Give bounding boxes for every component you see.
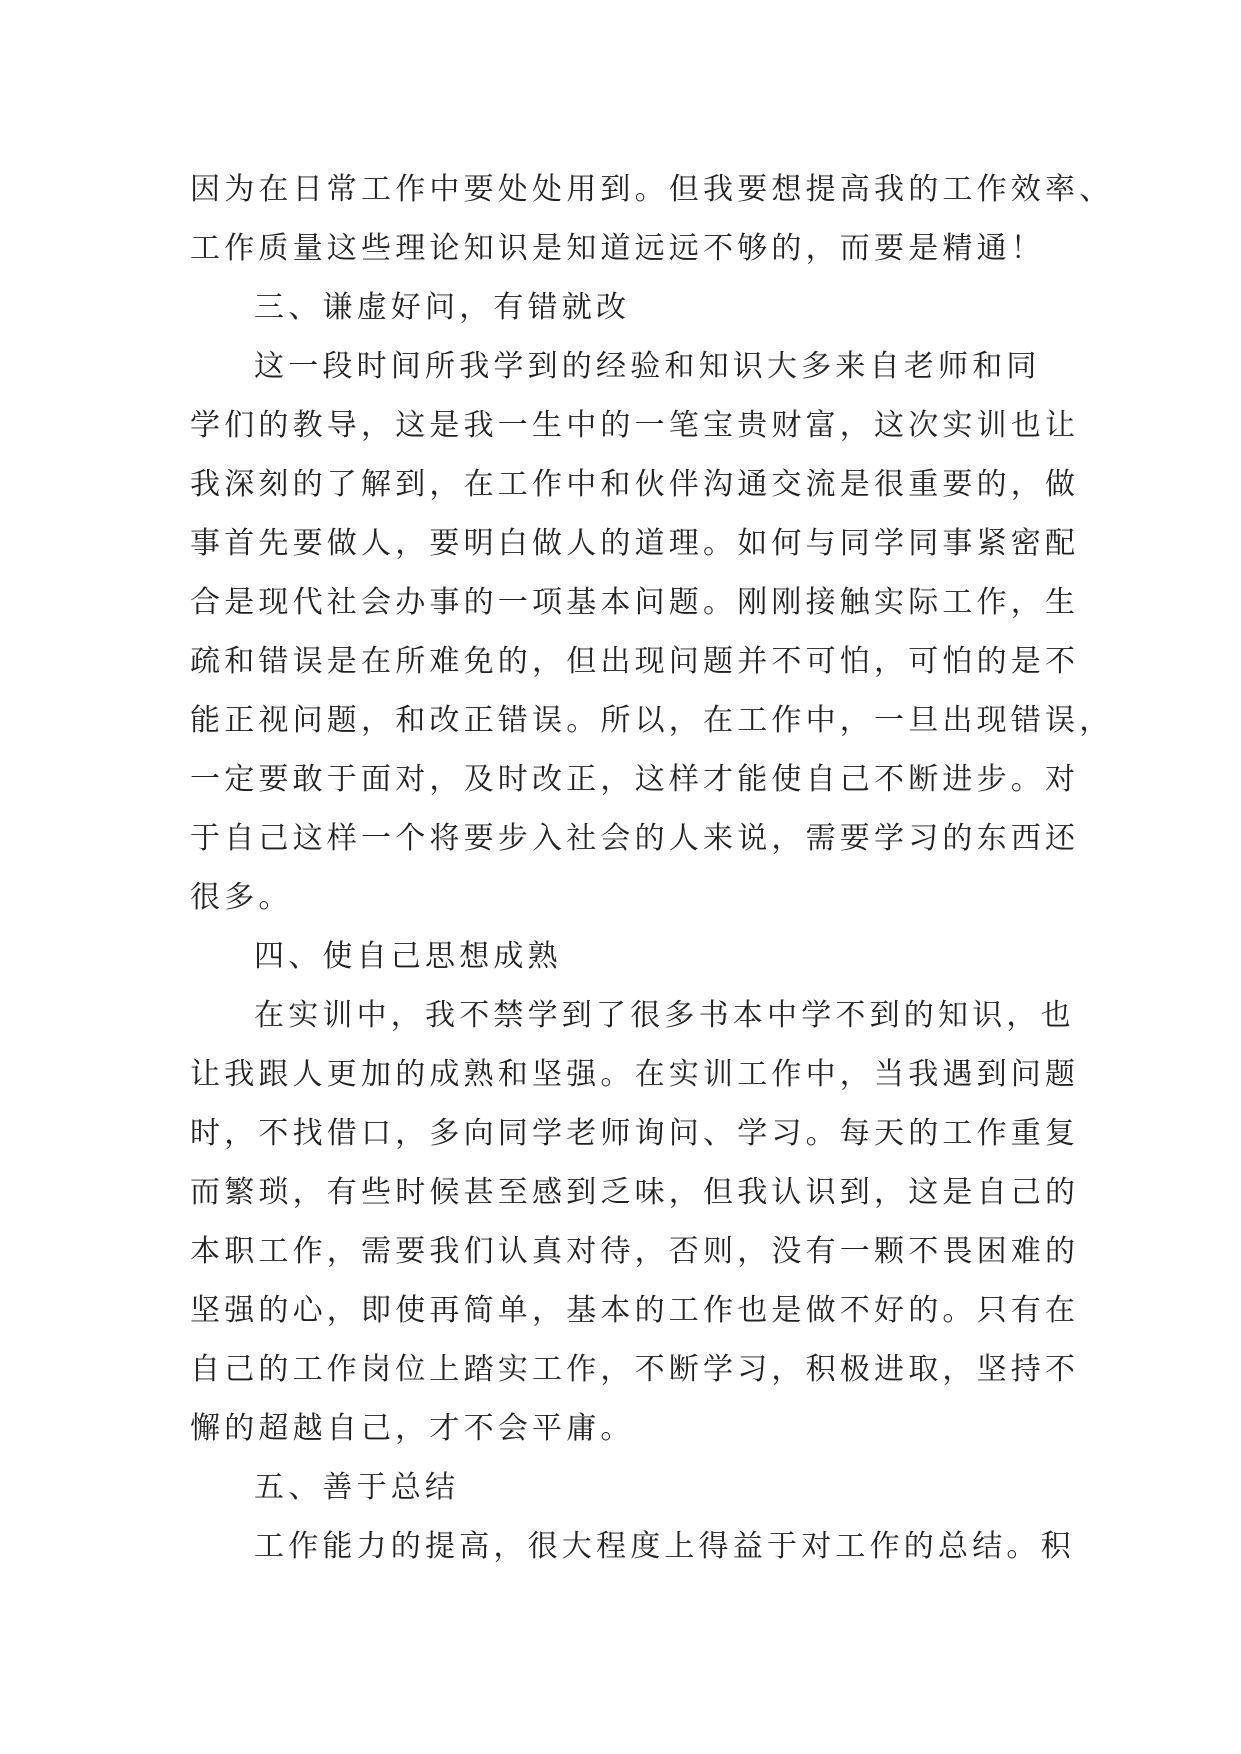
text-line: 懈的超越自己，才不会平庸。: [190, 1411, 635, 1446]
text-line: 本职工作，需要我们认真对待，否则，没有一颗不畏困难的: [190, 1234, 1080, 1269]
text-line: 事首先要做人，要明白做人的道理。如何与同学同事紧密配: [190, 526, 1080, 561]
section-heading: 五、善于总结: [254, 1470, 460, 1505]
section-heading: 四、使自己思想成熟: [254, 939, 562, 974]
paragraph-first-line: 在实训中，我不禁学到了很多书本中学不到的知识，也: [254, 998, 1075, 1033]
text-line: 工作质量这些理论知识是知道远远不够的，而要是精通！: [190, 231, 1045, 266]
text-line: 能正视问题，和改正错误。所以，在工作中，一旦出现错误，: [190, 703, 1114, 738]
text-line: 时，不找借口，多向同学老师询问、学习。每天的工作重复: [190, 1116, 1080, 1151]
text-line: 学们的教导，这是我一生中的一笔宝贵财富，这次实训也让: [190, 408, 1080, 443]
paragraph-first-line: 这一段时间所我学到的经验和知识大多来自老师和同: [254, 349, 1041, 384]
text-line: 很多。: [190, 880, 293, 915]
text-line: 而繁琐，有些时候甚至感到乏味，但我认识到，这是自己的: [190, 1175, 1080, 1210]
text-line: 合是现代社会办事的一项基本问题。刚刚接触实际工作，生: [190, 585, 1080, 620]
document-body: [190, 160, 1114, 1576]
text-line: 坚强的心，即使再简单，基本的工作也是做不好的。只有在: [190, 1293, 1080, 1328]
text-line: 我深刻的了解到，在工作中和伙伴沟通交流是很重要的，做: [190, 467, 1080, 502]
text-line: 自己的工作岗位上踏实工作，不断学习，积极进取，坚持不: [190, 1352, 1080, 1387]
text-line: 一定要敢于面对，及时改正，这样才能使自己不断进步。对: [190, 762, 1080, 797]
text-line: 因为在日常工作中要处处用到。但我要想提高我的工作效率、: [190, 172, 1114, 207]
text-line: 疏和错误是在所难免的，但出现问题并不可怕，可怕的是不: [190, 644, 1080, 679]
text-line: 让我跟人更加的成熟和坚强。在实训工作中，当我遇到问题: [190, 1057, 1080, 1092]
section-heading: 三、谦虚好问，有错就改: [254, 290, 631, 325]
text-line: 于自己这样一个将要步入社会的人来说，需要学习的东西还: [190, 821, 1080, 856]
paragraph-first-line: 工作能力的提高，很大程度上得益于对工作的总结。积: [254, 1529, 1075, 1564]
